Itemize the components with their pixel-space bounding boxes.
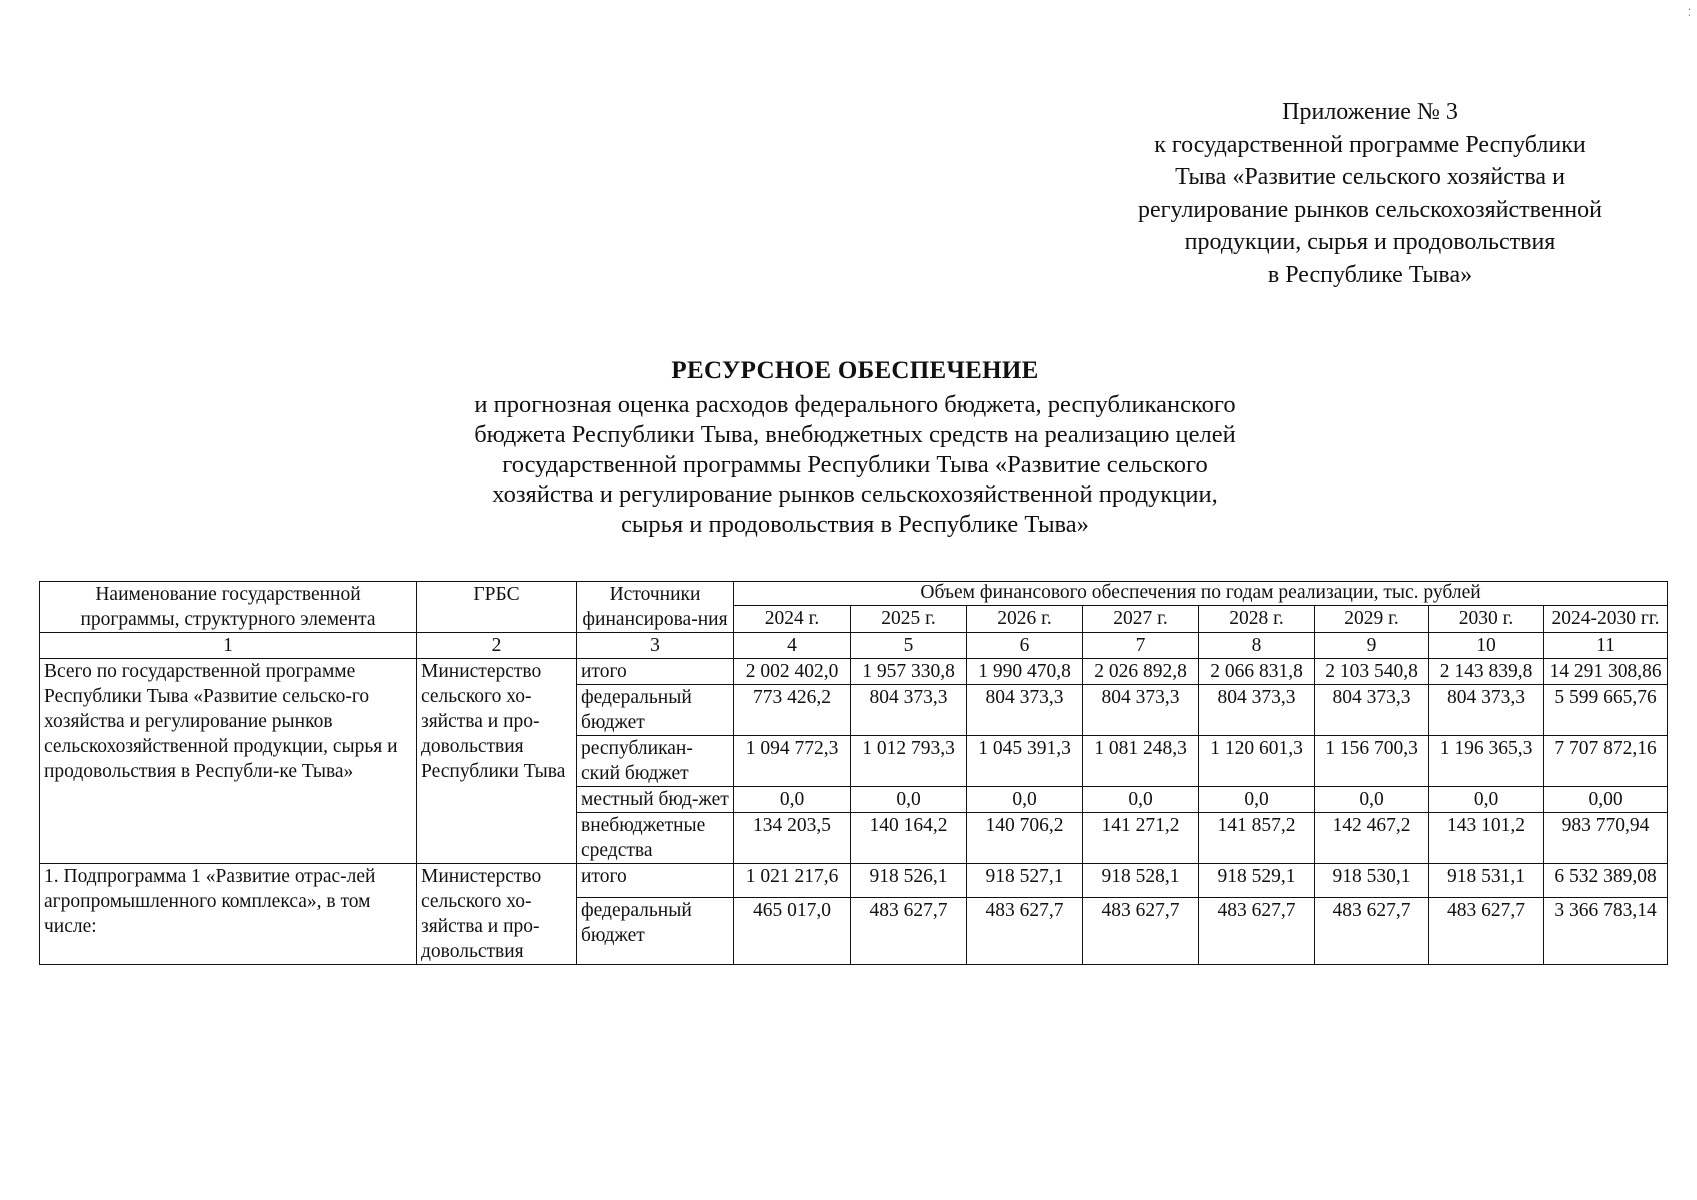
year-value-cell: 1 012 793,3 [851, 736, 967, 787]
appendix-line: Приложение № 3 [1282, 99, 1458, 125]
year-value-cell: 2 103 540,8 [1315, 659, 1429, 685]
total-value-cell: 6 532 389,08 [1544, 864, 1668, 898]
title-line: бюджета Республики Тыва, внебюджетных средств на реализацию целей [474, 421, 1236, 448]
header-year: 2030 г. [1429, 605, 1544, 632]
program-name-cell: Всего по государственной программе Республики Тыва «Развитие сельско-го хозяйства и регулирование рынков сельскохозяйственной продукции, сырья и продовольствия в Республи-ке Тыва» [40, 659, 417, 864]
year-value-cell: 804 373,3 [1083, 685, 1199, 736]
year-value-cell: 804 373,3 [967, 685, 1083, 736]
year-value-cell: 483 627,7 [967, 898, 1083, 965]
grbs-cell: Министерство сельского хо-зяйства и про-довольствия Республики Тыва [417, 659, 577, 864]
year-value-cell: 134 203,5 [734, 813, 851, 864]
year-value-cell: 0,0 [1083, 787, 1199, 813]
total-value-cell: 7 707 872,16 [1544, 736, 1668, 787]
year-value-cell: 918 530,1 [1315, 864, 1429, 898]
column-number: 8 [1199, 633, 1315, 659]
year-value-cell: 0,0 [1429, 787, 1544, 813]
total-value-cell: 983 770,94 [1544, 813, 1668, 864]
year-value-cell: 142 467,2 [1315, 813, 1429, 864]
year-value-cell: 2 143 839,8 [1429, 659, 1544, 685]
funding-source-cell: республикан-ский бюджет [577, 736, 734, 787]
year-value-cell: 804 373,3 [1315, 685, 1429, 736]
year-value-cell: 140 164,2 [851, 813, 967, 864]
total-value-cell: 5 599 665,76 [1544, 685, 1668, 736]
year-value-cell: 0,0 [1199, 787, 1315, 813]
header-name: Наименование государственной программы, структурного элемента [40, 582, 417, 633]
header-year: 2024 г. [734, 605, 851, 632]
year-value-cell: 1 094 772,3 [734, 736, 851, 787]
column-number: 10 [1429, 633, 1544, 659]
year-value-cell: 918 529,1 [1199, 864, 1315, 898]
column-number: 1 [40, 633, 417, 659]
column-number: 3 [577, 633, 734, 659]
year-value-cell: 141 271,2 [1083, 813, 1199, 864]
total-value-cell: 3 366 783,14 [1544, 898, 1668, 965]
resource-table [39, 581, 1668, 965]
year-value-cell: 1 120 601,3 [1199, 736, 1315, 787]
column-number: 11 [1544, 633, 1668, 659]
header-year: 2028 г. [1199, 605, 1315, 632]
year-value-cell: 483 627,7 [1315, 898, 1429, 965]
year-value-cell: 804 373,3 [1429, 685, 1544, 736]
funding-source-cell: местный бюд-жет [577, 787, 734, 813]
appendix-line: Тыва «Развитие сельского хозяйства и [1175, 164, 1565, 190]
total-value-cell: 14 291 308,86 [1544, 659, 1668, 685]
year-value-cell: 1 021 217,6 [734, 864, 851, 898]
main-title: РЕСУРСНОЕ ОБЕСПЕЧЕНИЕ [671, 357, 1039, 384]
funding-source-cell: федеральный бюджет [577, 685, 734, 736]
header-row [40, 582, 1668, 606]
year-value-cell: 143 101,2 [1429, 813, 1544, 864]
year-value-cell: 918 528,1 [1083, 864, 1199, 898]
table-row [40, 659, 1668, 685]
column-number: 5 [851, 633, 967, 659]
year-value-cell: 918 531,1 [1429, 864, 1544, 898]
program-name-cell: 1. Подпрограмма 1 «Развитие отрас-лей агропромышленного комплекса», в том числе: [40, 864, 417, 965]
title-line: хозяйства и регулирование рынков сельскохозяйственной продукции, [492, 481, 1218, 508]
year-value-cell: 1 196 365,3 [1429, 736, 1544, 787]
year-value-cell: 1 156 700,3 [1315, 736, 1429, 787]
year-value-cell: 918 526,1 [851, 864, 967, 898]
funding-source-cell: федеральный бюджет [577, 898, 734, 965]
header-year-total: 2024-2030 гг. [1544, 605, 1668, 632]
title-line: и прогнозная оценка расходов федерального бюджета, республиканского [474, 391, 1236, 418]
year-value-cell: 1 990 470,8 [967, 659, 1083, 685]
appendix-line: к государственной программе Республики [1154, 131, 1586, 158]
year-value-cell: 0,0 [1315, 787, 1429, 813]
year-value-cell: 1 957 330,8 [851, 659, 967, 685]
appendix-header [1090, 96, 1650, 291]
year-value-cell: 1 045 391,3 [967, 736, 1083, 787]
year-value-cell: 2 066 831,8 [1199, 659, 1315, 685]
header-source: Источники финансирова-ния [577, 582, 734, 633]
year-value-cell: 804 373,3 [851, 685, 967, 736]
column-number-row [40, 633, 1668, 659]
header-year: 2025 г. [851, 605, 967, 632]
column-number: 6 [967, 633, 1083, 659]
year-value-cell: 2 026 892,8 [1083, 659, 1199, 685]
year-value-cell: 483 627,7 [851, 898, 967, 965]
year-value-cell: 483 627,7 [1199, 898, 1315, 965]
funding-source-cell: итого [577, 659, 734, 685]
column-number: 9 [1315, 633, 1429, 659]
funding-source-cell: итого [577, 864, 734, 898]
year-value-cell: 804 373,3 [1199, 685, 1315, 736]
year-value-cell: 773 426,2 [734, 685, 851, 736]
funding-source-cell: внебюджетные средства [577, 813, 734, 864]
header-volume: Объем финансового обеспечения по годам реализации, тыс. рублей [734, 582, 1668, 606]
year-value-cell: 0,0 [967, 787, 1083, 813]
title-line: государственной программы Республики Тыва «Развитие сельского [502, 451, 1208, 478]
appendix-line: продукции, сырья и продовольствия [1184, 229, 1556, 255]
year-value-cell: 0,0 [734, 787, 851, 813]
header-year: 2029 г. [1315, 605, 1429, 632]
column-number: 4 [734, 633, 851, 659]
total-value-cell: 0,00 [1544, 787, 1668, 813]
year-value-cell: 141 857,2 [1199, 813, 1315, 864]
title-line: сырья и продовольствия в Республике Тыва» [621, 511, 1089, 538]
grbs-cell: Министерство сельского хо-зяйства и про-довольствия [417, 864, 577, 965]
scan-mark: ⁚ [1687, 8, 1691, 19]
year-value-cell: 140 706,2 [967, 813, 1083, 864]
table-row [40, 864, 1668, 898]
year-value-cell: 918 527,1 [967, 864, 1083, 898]
header-year: 2027 г. [1083, 605, 1199, 632]
header-year: 2026 г. [967, 605, 1083, 632]
year-value-cell: 0,0 [851, 787, 967, 813]
year-value-cell: 2 002 402,0 [734, 659, 851, 685]
column-number: 2 [417, 633, 577, 659]
year-value-cell: 465 017,0 [734, 898, 851, 965]
document-title [340, 356, 1370, 540]
appendix-line: в Республике Тыва» [1267, 261, 1473, 288]
appendix-line: регулирование рынков сельскохозяйственной [1138, 196, 1602, 223]
header-grbs: ГРБС [417, 582, 577, 633]
year-value-cell: 1 081 248,3 [1083, 736, 1199, 787]
year-value-cell: 483 627,7 [1083, 898, 1199, 965]
column-number: 7 [1083, 633, 1199, 659]
year-value-cell: 483 627,7 [1429, 898, 1544, 965]
